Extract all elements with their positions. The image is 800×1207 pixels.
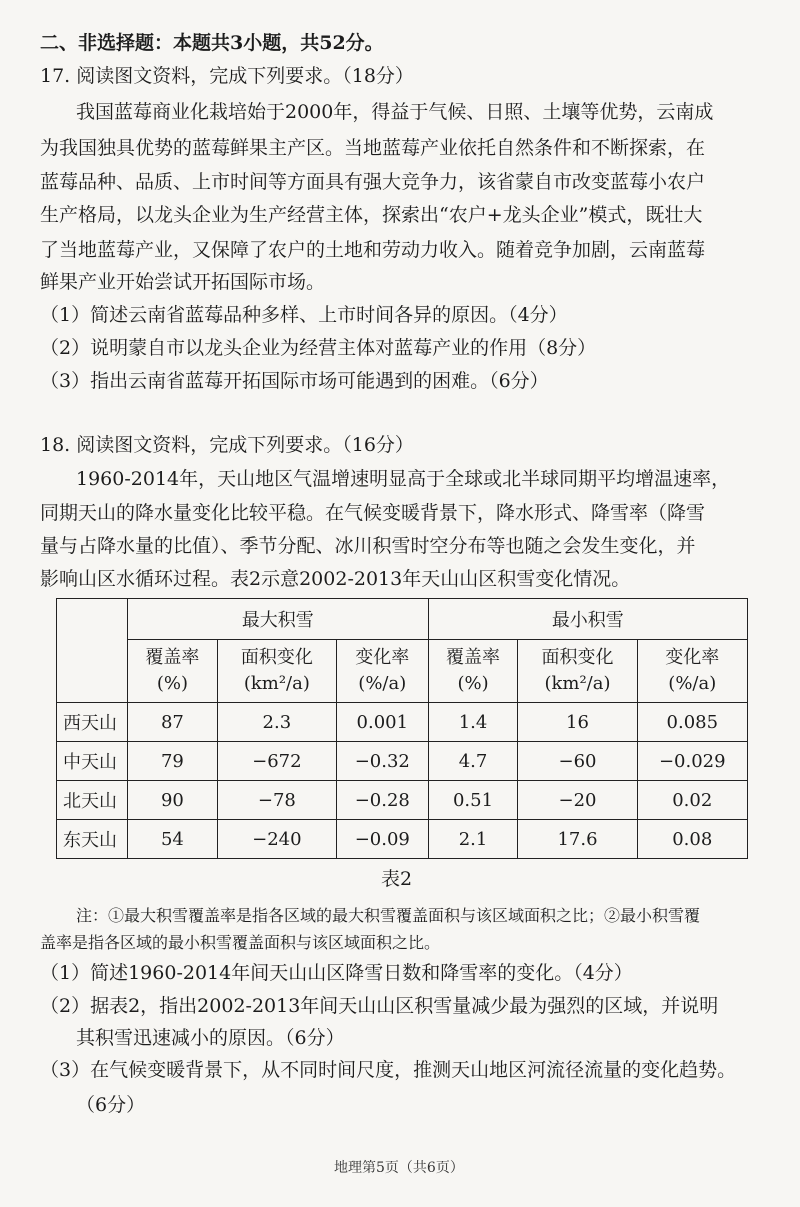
q17-item-3: （3）指出云南省蓝莓开拓国际市场可能遇到的困难。（6分） [40, 370, 549, 392]
q18-para-line: 量与占降水量的比值）、季节分配、冰川积雪时空分布等也随之会发生变化，并 [40, 535, 696, 557]
table-caption: 表2 [381, 868, 413, 890]
col-header-max-area: 面积变化 (km²/a) [217, 640, 336, 703]
col-header-max-rate: 变化率 (%/a) [336, 640, 428, 703]
q18-para-line: 1960-2014年，天山地区气温增速明显高于全球或北半球同期平均增温速率， [76, 468, 731, 490]
q17-para-line: 了当地蓝莓产业，又保障了农户的土地和劳动力收入。随着竞争加剧，云南蓝莓 [40, 239, 706, 261]
q18-title: 18. 阅读图文资料，完成下列要求。（16分） [40, 434, 414, 456]
group-header-min: 最小积雪 [428, 599, 747, 640]
group-header-max: 最大积雪 [128, 599, 429, 640]
q17-para-line: 生产格局，以龙头企业为生产经营主体，探索出“农户+龙头企业”模式，既壮大 [40, 204, 703, 226]
table-row: 西天山 87 2.3 0.001 1.4 16 0.085 [57, 703, 748, 742]
col-header-min-area: 面积变化 (km²/a) [518, 640, 637, 703]
col-header-min-rate: 变化率 (%/a) [637, 640, 747, 703]
q17-para-line: 我国蓝莓商业化栽培始于2000年，得益于气候、日照、土壤等优势，云南成 [76, 101, 714, 123]
q18-item-3-line: （3）在气候变暖背景下，从不同时间尺度，推测天山地区河流径流量的变化趋势。 [40, 1059, 737, 1081]
q17-para-line: 鲜果产业开始尝试开拓国际市场。 [40, 271, 326, 293]
snow-cover-table [56, 598, 748, 859]
table-note-line: 注：①最大积雪覆盖率是指各区域的最大积雪覆盖面积与该区域面积之比；②最小积雪覆 [76, 906, 701, 925]
page-footer: 地理第5页（共6页） [334, 1160, 464, 1176]
table-note-line: 盖率是指各区域的最小积雪覆盖面积与该区域面积之比。 [40, 933, 441, 952]
q17-para-line: 蓝莓品种、品质、上市时间等方面具有强大竞争力，该省蒙自市改变蓝莓小农户 [40, 171, 706, 193]
table-row: 北天山 90 −78 −0.28 0.51 −20 0.02 [57, 781, 748, 820]
table-row: 东天山 54 −240 −0.09 2.1 17.6 0.08 [57, 820, 748, 859]
q17-item-2: （2）说明蒙自市以龙头企业为经营主体对蓝莓产业的作用（8分） [40, 337, 597, 359]
q18-item-2-line: 其积雪迅速减小的原因。（6分） [76, 1027, 345, 1049]
col-header-max-coverage: 覆盖率 (%) [128, 640, 218, 703]
q18-item-3-line: （6分） [76, 1094, 146, 1116]
q17-para-line: 为我国独具优势的蓝莓鲜果主产区。当地蓝莓产业依托自然条件和不断探索，在 [40, 137, 706, 159]
section-title: 二、非选择题：本题共3小题，共52分。 [40, 32, 384, 54]
q18-item-1: （1）简述1960-2014年间天山山区降雪日数和降雪率的变化。（4分） [40, 962, 633, 984]
q18-para-line: 影响山区水循环过程。表2示意2002-2013年天山山区积雪变化情况。 [40, 568, 631, 590]
q17-item-1: （1）简述云南省蓝莓品种多样、上市时间各异的原因。（4分） [40, 304, 568, 326]
q17-title: 17. 阅读图文资料，完成下列要求。（18分） [40, 65, 414, 87]
q18-para-line: 同期天山的降水量变化比较平稳。在气候变暖背景下，降水形式、降雪率（降雪 [40, 502, 706, 524]
q18-item-2-line: （2）据表2，指出2002-2013年间天山山区积雪量减少最为强烈的区域，并说明 [40, 995, 719, 1017]
col-header-min-coverage: 覆盖率 (%) [428, 640, 518, 703]
table-row: 中天山 79 −672 −0.32 4.7 −60 −0.029 [57, 742, 748, 781]
table-corner-cell [57, 599, 128, 703]
